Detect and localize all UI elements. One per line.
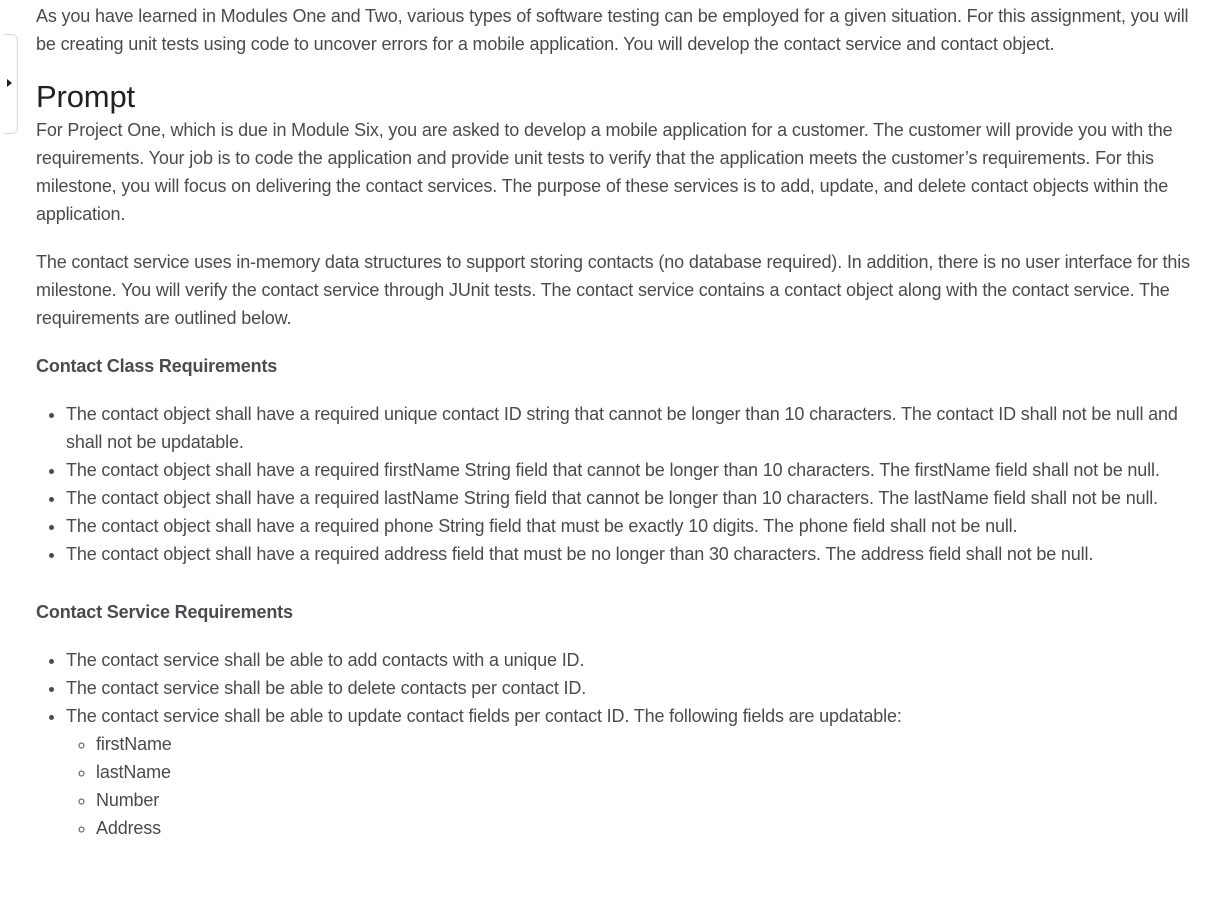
contact-service-heading: Contact Service Requirements [36,602,293,622]
list-item: • The contact service shall be able to add contacts with a unique ID. [66,646,1208,674]
list-item: • The contact object shall have a required lastName String field that cannot be longer than 10 characters. The lastName field shall not be null. [66,484,1208,512]
updatable-field: ◦ lastName [96,758,1208,786]
contact-service-requirements-list [36,646,1208,842]
prompt-heading: Prompt [36,79,136,114]
caret-right-icon [7,79,12,87]
assignment-content [36,2,1208,872]
list-item: • The contact object shall have a required firstName String field that cannot be longer than 10 characters. The firstName field shall not be null. [66,456,1208,484]
contact-class-heading: Contact Class Requirements [36,356,278,376]
sidebar-toggle[interactable] [4,34,18,134]
list-item-text: The contact service shall be able to update contact fields per contact ID. The following fields are updatable: [66,706,902,726]
updatable-field: ◦ firstName [96,730,1208,758]
list-item: • The contact object shall have a required unique contact ID string that cannot be longer than 10 characters. The contact ID shall not be null and shall not be updatable. [66,400,1208,456]
updatable-field: ◦ Number [96,786,1208,814]
list-item: • The contact object shall have a required address field that must be no longer than 30 characters. The address field shall not be null. [66,540,1208,568]
intro-paragraph: As you have learned in Modules One and Two, various types of software testing can be employed for a given situation. For this assignment, you will be creating unit tests using code to uncover errors for a mobile application. You will develop the contact service and contact object. [36,6,1189,54]
updatable-field: ◦ Address [96,814,1208,842]
contact-class-requirements-list [36,400,1208,568]
prompt-paragraph-2: The contact service uses in-memory data structures to support storing contacts (no database required). In addition, there is no user interface for this milestone. You will verify the contact service through JUnit tests. The contact service contains a contact object along with the contact service. The requirements are outlined below. [36,252,1190,328]
prompt-paragraph-1: For Project One, which is due in Module Six, you are asked to develop a mobile application for a customer. The customer will provide you with the requirements. Your job is to code the application and provide unit tests to verify that the application meets the customer’s requirements. For this milestone, you will focus on delivering the contact services. The purpose of these services is to add, update, and delete contact objects within the application. [36,120,1173,224]
list-item: • The contact object shall have a required phone String field that must be exactly 10 digits. The phone field shall not be null. [66,512,1208,540]
list-item: • The contact service shall be able to delete contacts per contact ID. [66,674,1208,702]
list-item [66,702,1208,842]
updatable-fields-list [66,730,1208,842]
